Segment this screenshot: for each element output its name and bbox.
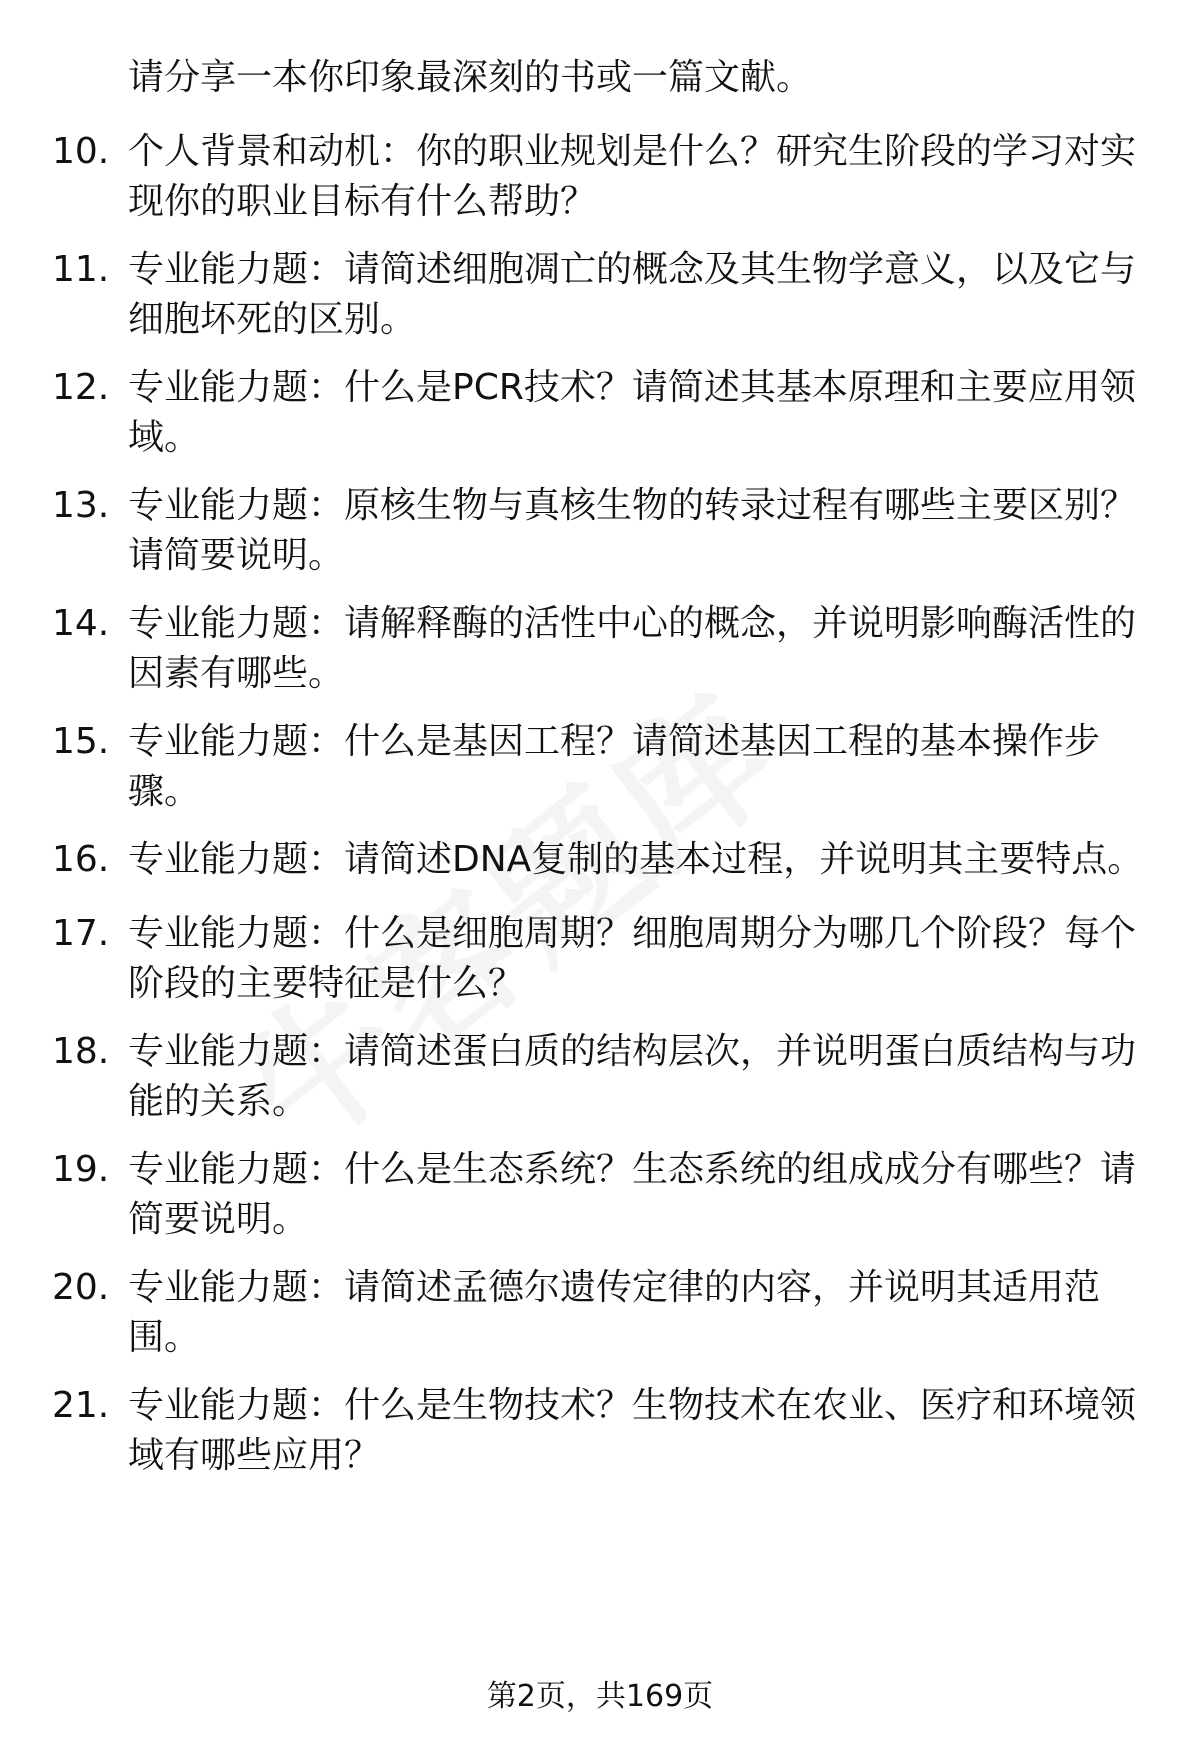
question-item [0,600,1200,700]
question-number: 20. [52,1267,110,1308]
question-line-1: 专业能力题：请简述孟德尔遗传定律的内容，并说明其适用范 [128,1267,1101,1308]
question-line-1: 专业能力题：什么是生物技术？生物技术在农业、医疗和环境领 [128,1385,1137,1426]
question-line-1: 专业能力题：请简述蛋白质的结构层次，并说明蛋白质结构与功 [128,1031,1137,1072]
question-line-2: 简要说明。 [128,1199,309,1240]
question-line-2: 细胞坏死的区别。 [128,299,417,340]
question-number: 13. [52,485,110,526]
question-line-1: 个人背景和动机：你的职业规划是什么？研究生阶段的学习对实 [128,131,1137,172]
question-item [0,364,1200,464]
question-line-1: 专业能力题：什么是PCR技术？请简述其基本原理和主要应用领 [128,367,1136,408]
question-item [0,128,1200,228]
question-line-1: 专业能力题：什么是细胞周期？细胞周期分为哪几个阶段？每个 [128,913,1137,954]
question-line-1: 专业能力题：什么是基因工程？请简述基因工程的基本操作步 [128,721,1101,762]
question-line-2: 域有哪些应用？ [128,1435,381,1476]
question-line-1: 专业能力题：请解释酶的活性中心的概念，并说明影响酶活性的 [128,603,1137,644]
question-line-2: 因素有哪些。 [128,653,345,694]
question-line-1: 专业能力题：请简述细胞凋亡的概念及其生物学意义，以及它与 [128,249,1137,290]
page-footer: 第2页，共169页 [486,1679,714,1714]
question-line-2: 骤。 [128,771,201,812]
question-number: 11. [52,249,110,290]
question-number: 17. [52,913,110,954]
question-line-1: 专业能力题：原核生物与真核生物的转录过程有哪些主要区别？ [128,485,1137,526]
question-line-2: 能的关系。 [128,1081,309,1122]
question-item [0,1028,1200,1128]
question-item [0,910,1200,1010]
question-number: 19. [52,1149,110,1190]
question-number: 14. [52,603,110,644]
intro-line: 请分享一本你印象最深刻的书或一篇文献。 [128,57,813,98]
question-item [0,1264,1200,1364]
question-line-1: 专业能力题：请简述DNA复制的基本过程，并说明其主要特点。 [128,839,1144,880]
question-number: 21. [52,1385,110,1426]
question-number: 10. [52,131,110,172]
question-item [0,718,1200,818]
question-item [0,1382,1200,1482]
question-item [0,482,1200,582]
question-number: 16. [52,839,110,880]
question-line-2: 围。 [128,1317,201,1358]
question-number: 18. [52,1031,110,1072]
question-item [0,1146,1200,1246]
question-number: 15. [52,721,110,762]
question-line-1: 专业能力题：什么是生态系统？生态系统的组成成分有哪些？请 [128,1149,1137,1190]
question-line-2: 请简要说明。 [128,535,345,576]
question-line-2: 现你的职业目标有什么帮助？ [128,181,597,222]
question-item [0,246,1200,346]
question-number: 12. [52,367,110,408]
question-line-2: 域。 [128,417,201,458]
question-line-2: 阶段的主要特征是什么？ [128,963,525,1004]
